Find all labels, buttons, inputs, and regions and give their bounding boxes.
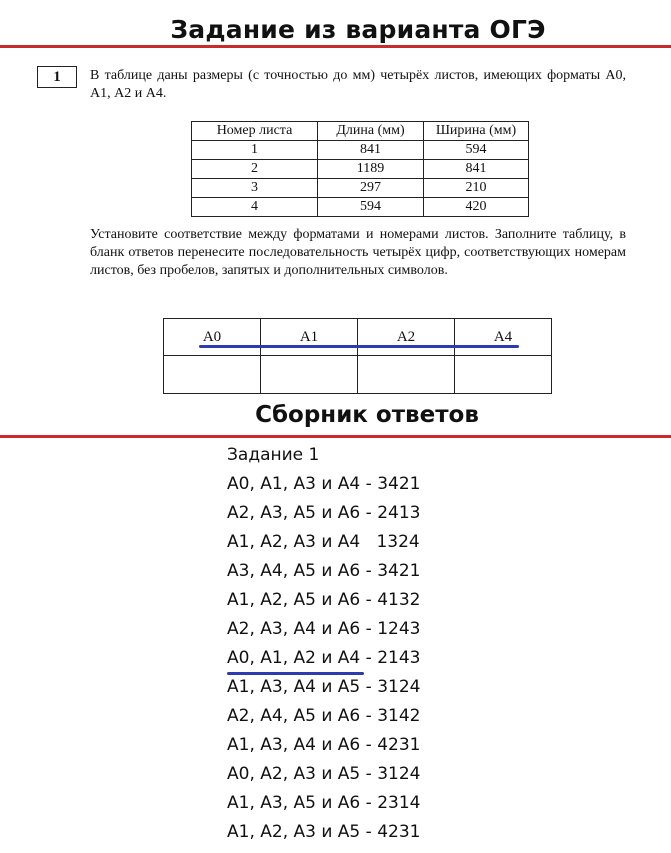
answer-header-cell: А1: [261, 319, 358, 356]
table-cell: 594: [318, 198, 424, 217]
table-cell: 420: [424, 198, 529, 217]
top-divider: [0, 45, 671, 48]
header-cell: Ширина (мм): [424, 122, 529, 141]
answer-line: А1, А2, А5 и А6 - 4132: [227, 590, 421, 610]
answers-divider: [0, 435, 671, 438]
answer-input-cell[interactable]: [358, 356, 455, 394]
answer-line: А1, А3, А4 и А6 - 4231: [227, 735, 421, 755]
task-instruction-text: Установите соответствие между форматами и номерами листов. Заполните таблицу, в бланк ответов перенесите последовательность четырёх цифр, соответствующих номерам листов, без пробелов, запятых и дополнительных символов.: [90, 227, 626, 278]
answer-line: А1, А2, А3 и А4 1324: [227, 532, 420, 552]
table-cell: 841: [318, 141, 424, 160]
table-row: [192, 179, 529, 198]
table-cell: 210: [424, 179, 529, 198]
task-intro-text: В таблице даны размеры (с точностью до мм) четырёх листов, имеющих форматы А0, А1, А2 и А4.: [90, 68, 626, 101]
table-cell: 4: [192, 198, 318, 217]
answer-grid: [163, 318, 552, 394]
answer-header-cell: А0: [164, 319, 261, 356]
table-row: [192, 160, 529, 179]
answer-grid-input-row: [164, 356, 552, 394]
answer-header-cell: А4: [455, 319, 552, 356]
table-row: [192, 198, 529, 217]
page-title: Задание из варианта ОГЭ: [170, 15, 546, 44]
table-cell: 3: [192, 179, 318, 198]
answer-grid-header-row: [164, 319, 552, 356]
table-cell: 841: [424, 160, 529, 179]
answer-line: А2, А4, А5 и А6 - 3142: [227, 706, 421, 726]
answer-line: А0, А1, А3 и А4 - 3421: [227, 474, 421, 494]
table-cell: 1: [192, 141, 318, 160]
answer-line: А0, А2, А3 и А5 - 3124: [227, 764, 421, 784]
answer-line-highlighted: А0, А1, А2 и А4 - 2143: [227, 648, 421, 668]
answer-line: А1, А3, А4 и А5 - 3124: [227, 677, 421, 697]
answer-line: А1, А3, А5 и А6 - 2314: [227, 793, 421, 813]
table-cell: 1189: [318, 160, 424, 179]
table-row: [192, 141, 529, 160]
dimensions-table: [191, 121, 529, 217]
answer-line: А2, А3, А4 и А6 - 1243: [227, 619, 421, 639]
answers-subtitle: Задание 1: [227, 445, 320, 465]
answer-line: А3, А4, А5 и А6 - 3421: [227, 561, 421, 581]
task-number-box: 1: [37, 66, 77, 88]
highlight-underline: [199, 345, 519, 348]
header-cell: Длина (мм): [318, 122, 424, 141]
answer-header-cell: А2: [358, 319, 455, 356]
table-cell: 594: [424, 141, 529, 160]
answer-input-cell[interactable]: [455, 356, 552, 394]
header-cell: Номер листа: [192, 122, 318, 141]
table-cell: 297: [318, 179, 424, 198]
answer-line: А2, А3, А5 и А6 - 2413: [227, 503, 421, 523]
table-header-row: [192, 122, 529, 141]
answer-line: А1, А2, А3 и А5 - 4231: [227, 822, 421, 842]
table-cell: 2: [192, 160, 318, 179]
answer-input-cell[interactable]: [164, 356, 261, 394]
answers-title: Сборник ответов: [255, 402, 479, 428]
answer-input-cell[interactable]: [261, 356, 358, 394]
